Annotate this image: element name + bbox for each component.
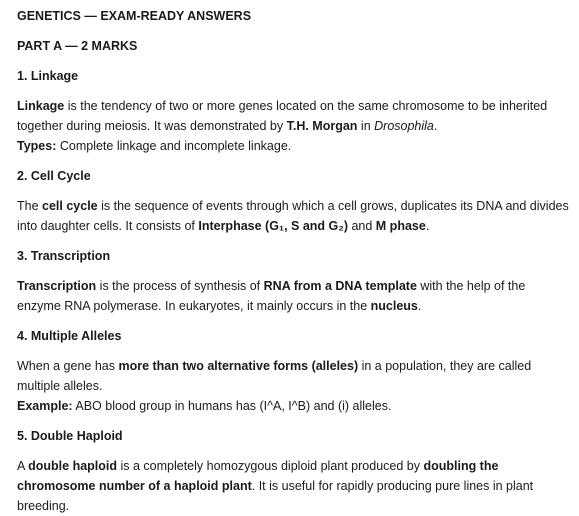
text-run: . [417,299,422,313]
term-transcription: Transcription [17,279,97,293]
text-run: with the help of the enzyme RNA polymerase. In eukaryotes, it mainly occurs in the [17,279,526,313]
text-run: . It is useful for rapidly producing pure lines in plant breeding. [17,479,534,513]
example-line [17,396,569,416]
term-m-phase: M phase [375,219,426,233]
term-morgan: T.H. Morgan [286,119,358,133]
section-paragraph-linkage [17,96,569,136]
text-run: is the process of synthesis of [96,279,264,293]
text-run: in a population, they are called multiple alleles. [17,359,532,393]
types-line [17,136,569,156]
example-text: ABO blood group in humans has (I^A, I^B) and (i) alleles. [72,399,392,413]
term-linkage: Linkage [17,99,65,113]
term-interphase: Interphase (G₁, S and G₂) [198,219,348,233]
section-paragraph-cell-cycle [17,196,569,236]
section-heading-cell-cycle: 2. Cell Cycle [17,169,91,183]
term-cell-cycle: cell cycle [42,199,98,213]
term-rna-from-dna: RNA from a DNA template [263,279,417,293]
section-heading-transcription: 3. Transcription [17,249,111,263]
section-paragraph-double-haploid [17,456,569,516]
section-paragraph-transcription [17,276,569,316]
document-title: GENETICS — EXAM-READY ANSWERS [17,9,252,23]
types-text: Complete linkage and incomplete linkage. [56,139,292,153]
text-run: When a gene has [17,359,119,373]
text-run: is the sequence of events through which a cell grows, duplicates its DNA and divides into daughter cells. It consists of [17,199,569,233]
text-run: is the tendency of two or more genes located on the same chromosome to be inherited together during meiosis. It was demonstrated by [17,99,548,133]
text-run: A [17,459,29,473]
term-doubling-chromosome: doubling the chromosome number of a haploid plant [17,459,499,493]
part-heading: PART A — 2 MARKS [17,39,138,53]
document-page [17,6,569,516]
example-label: Example: [17,399,73,413]
section-heading-double-haploid: 5. Double Haploid [17,429,123,443]
term-double-haploid: double haploid [28,459,118,473]
term-more-than-two: more than two alternative forms (alleles) [118,359,359,373]
text-run: and [347,219,376,233]
text-run: . [425,219,430,233]
term-nucleus: nucleus [370,299,418,313]
section-paragraph-multiple-alleles [17,356,569,396]
text-run: The [17,199,43,213]
section-heading-linkage: 1. Linkage [17,69,79,83]
text-run: in [357,119,375,133]
text-run: . [433,119,438,133]
section-heading-multiple-alleles: 4. Multiple Alleles [17,329,122,343]
types-label: Types: [17,139,57,153]
text-run: is a completely homozygous diploid plant produced by [117,459,424,473]
term-drosophila: Drosophila [374,119,434,133]
